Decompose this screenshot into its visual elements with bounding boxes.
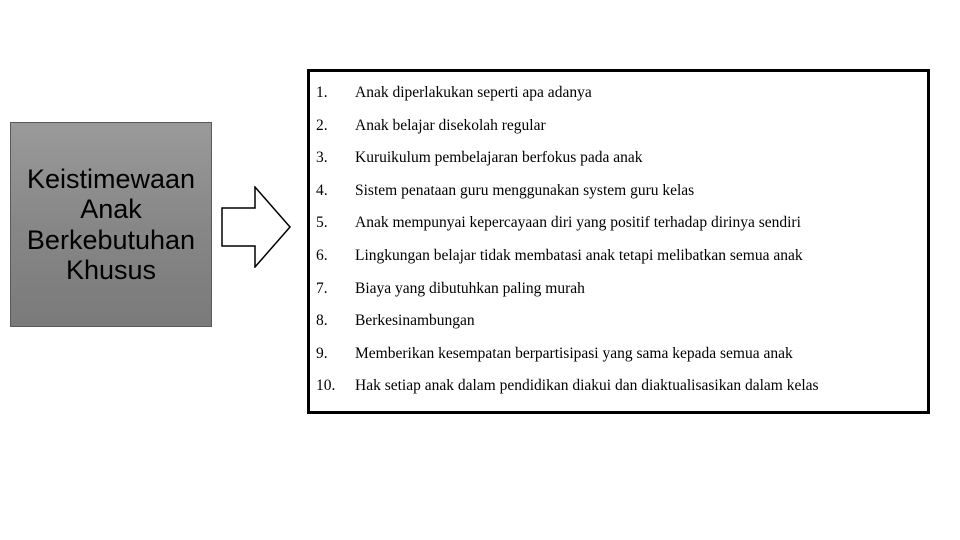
list-item-text: Berkesinambungan bbox=[355, 312, 475, 330]
list-item-number: 6. bbox=[316, 246, 328, 264]
list-item-number: 3. bbox=[316, 149, 328, 167]
characteristics-list bbox=[316, 84, 923, 410]
list-item-number: 1. bbox=[316, 84, 328, 101]
list-item-number: 2. bbox=[316, 116, 328, 134]
characteristics-list-box bbox=[307, 69, 930, 414]
keistimewaan-box bbox=[10, 122, 212, 327]
list-item bbox=[316, 214, 923, 247]
list-item-number: 4. bbox=[316, 181, 328, 199]
list-item bbox=[316, 247, 923, 280]
list-item-text: Memberikan kesempatan berpartisipasi yang sama kepada semua anak bbox=[355, 344, 793, 362]
title-line: Khusus bbox=[65, 255, 157, 285]
list-item bbox=[316, 280, 923, 313]
list-item-text: Hak setiap anak dalam pendidikan diakui dan diaktualisasikan dalam kelas bbox=[355, 377, 819, 395]
list-item-number: 5. bbox=[316, 214, 328, 232]
list-item bbox=[316, 149, 923, 182]
list-item bbox=[316, 182, 923, 215]
list-item bbox=[316, 377, 923, 410]
list-item bbox=[316, 312, 923, 345]
list-item-number: 7. bbox=[316, 279, 328, 297]
list-item-text: Lingkungan belajar tidak membatasi anak tetapi melibatkan semua anak bbox=[355, 246, 803, 264]
list-item-text: Anak diperlakukan seperti apa adanya bbox=[355, 84, 592, 101]
list-item-text: Anak belajar disekolah regular bbox=[355, 116, 546, 134]
list-item-text: Kuruikulum pembelajaran berfokus pada anak bbox=[355, 149, 643, 167]
list-item bbox=[316, 117, 923, 150]
list-item bbox=[316, 84, 923, 117]
list-item-text: Biaya yang dibutuhkan paling murah bbox=[355, 279, 585, 297]
keistimewaan-title bbox=[23, 164, 199, 286]
title-line: Anak bbox=[80, 194, 142, 224]
list-item bbox=[316, 345, 923, 378]
list-item-number: 8. bbox=[316, 312, 328, 330]
title-line: Berkebutuhan bbox=[26, 224, 196, 255]
list-item-number: 9. bbox=[316, 344, 328, 362]
list-item-number: 10. bbox=[316, 377, 336, 395]
list-item-text: Sistem penataan guru menggunakan system guru kelas bbox=[355, 181, 695, 199]
title-line: Keistimewaan bbox=[26, 163, 196, 194]
list-item-text: Anak mempunyai kepercayaan diri yang positif terhadap dirinya sendiri bbox=[355, 214, 801, 232]
right-arrow-icon bbox=[221, 186, 291, 268]
